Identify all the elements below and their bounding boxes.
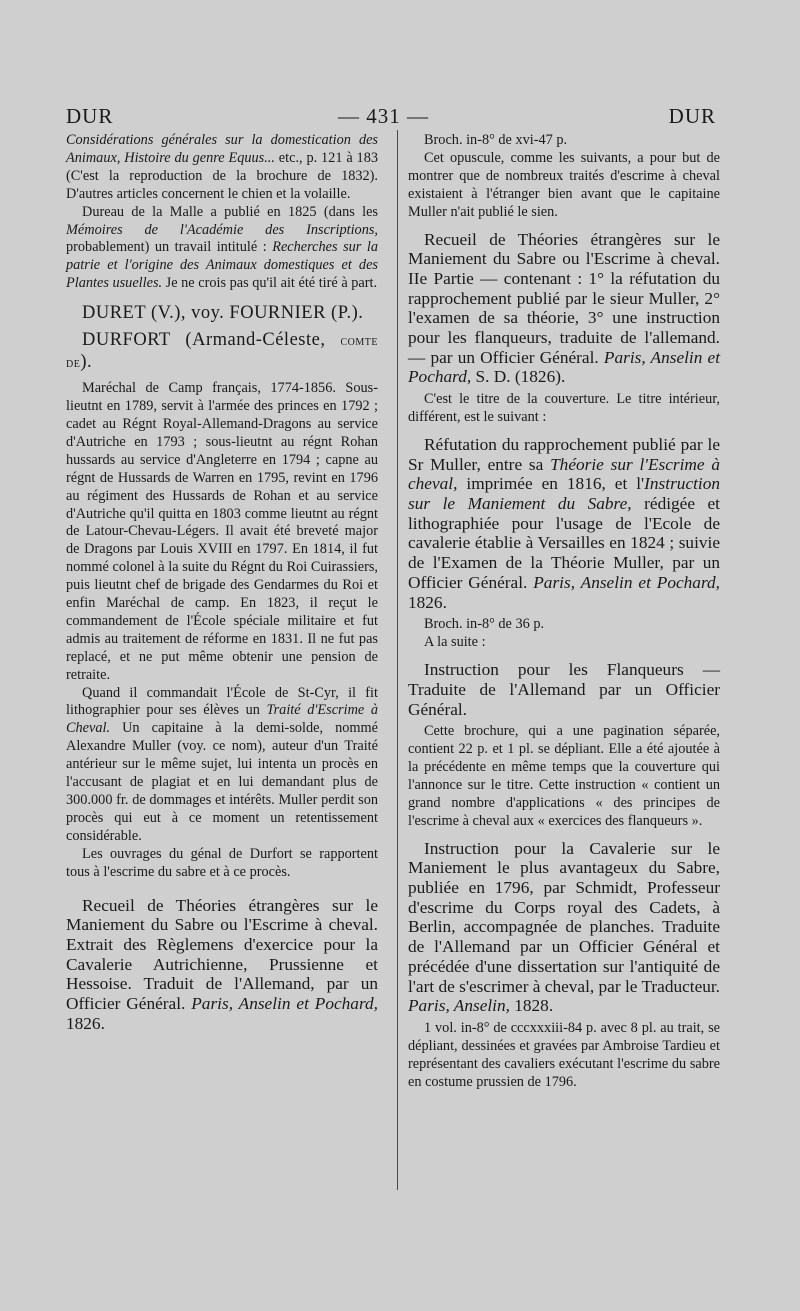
text: 1826. <box>66 1013 105 1033</box>
header-right: DUR <box>668 104 716 128</box>
book-title <box>66 896 378 1034</box>
paragraph <box>66 685 378 846</box>
paragraph <box>66 204 378 294</box>
italic-title: Traité d'Escrime à Cheval. <box>66 702 378 737</box>
paragraph: Cette brochure, qui a une pagination séparée, contient 22 p. et 1 pl. se dépliant. Elle a été ajoutée à la précédente en même temps que la couverture qui l'annonce sur le titre. Cette instruction « contient un grand nombre d'applications « des principes de l'escrime à cheval aux « exercices des flanqueurs ». <box>408 723 720 829</box>
italic-title: Recherches sur la patrie et l'origine des Animaux domestiques et des Plantes usuelles. <box>66 239 378 292</box>
paragraph: Cet opuscule, comme les suivants, a pour but de montrer que de nombreux traités d'escrime à cheval existaient à l'étranger bien avant que le capitaine Muller n'ait publié le sien. <box>408 149 720 220</box>
text: , probablement) un travail intitulé : <box>66 221 378 256</box>
text: imprimée en 1816, et l' <box>457 474 645 494</box>
paragraph: Maréchal de Camp français, 1774-1856. Sous-lieutnt en 1789, servit à l'armée des princes en 1792 ; cadet au Régnt Royal-Allemand-Dragons au service d'Autriche en 1793 ; sous-lieutnt au régnt Rohan hussards au service d'Angleterre en 1794 ; capne au régnt de Hussards de Warren en 1795, revint en 1796 au régiment des Hussards de Rohan et au service d'Autriche qu'il quitta en 1803 comme lieutnt au régnt de Latour-Chevau-Légers. Il avait été breveté major de Dragons par Louis XVIII en 1797. En 1814, il fut nommé colonel à la suite du Régnt du Roi Cuirassiers, puis lieutnt chef de brigade des Gendarmes du Roi et enfin Maréchal de camp. En 1823, il reçut le commandement de l'École spéciale militaire et fut admis au traitement de réforme en 1831. Il ne fut pas replacé, et ne put même obtenir une pension de retraite. <box>66 380 378 683</box>
italic-title: Mémoires de l'Académie des Inscriptions <box>66 221 375 238</box>
text: 1826. <box>408 592 447 612</box>
text: S. D. (1826). <box>471 367 566 387</box>
header-left: DUR <box>66 104 114 128</box>
paragraph: Broch. in-8° de xvi-47 p. <box>424 132 568 148</box>
paragraph: Les ouvrages du génal de Durfort se rapportent tous à l'escrime du sabre et à ce procès. <box>66 845 378 880</box>
text: Un capitaine à la demi-solde, nommé Alexandre Muller (voy. ce nom), auteur d'un Traité antérieur sur le même sujet, lui intenta un procès en l'accusant de plagiat et en lui demandant plus de 300.000 fr. de dommages et intérêts. Muller perdit son procès qui eut à ce moment un retentissement considérable. <box>66 720 378 844</box>
running-header <box>66 104 716 134</box>
column-divider <box>397 130 398 1190</box>
italic-title: Considérations générales sur la domestication des Animaux, Histoire du genre Equus... <box>66 132 378 166</box>
book-title <box>408 230 720 388</box>
paragraph: Broch. in-8° de 36 p. <box>424 616 545 633</box>
page-number: — 431 — <box>338 104 429 128</box>
text: Dureau de la Malle a publié en 1825 (dans les <box>82 203 378 220</box>
heading-name: DURFORT (Armand-Céleste, <box>82 330 341 351</box>
book-title <box>408 435 720 612</box>
text: Instruction pour la Cavalerie sur le Maniement le plus avantageux du Sabre, publiée en 1796, par Schmidt, Professeur d'escrime du Corps royal des Cadets, à Berlin, accompagnée de planches. Traduite de l'Allemand par un Officier Général et précédée d'une dissertation sur l'antiquité de l'art de s'escrimer à cheval, par le Traducteur. <box>408 838 720 996</box>
paragraph <box>66 132 378 204</box>
paragraph: A la suite : <box>424 634 486 651</box>
italic-publisher: Paris, Anselin et Pochard, <box>191 994 378 1014</box>
paragraph: 1 vol. in-8° de cccxxxiii-84 p. avec 8 pl. au trait, se dépliant, dessinées et gravées par Ambroise Tardieu et représentant des cavaliers exécutant l'escrime du sabre en costume prussien de 1796. <box>408 1019 720 1090</box>
text: Recueil de Théories étrangères sur le Maniement du Sabre ou l'Escrime à cheval. IIe Partie — contenant : 1° la réfutation du rapprochement publié par le sieur Muller, 2° l'examen de sa théorie, 3° une instruction pour les flanqueurs, traduite de l'allemand. — par un Officier Général. <box>408 229 720 367</box>
text: Recueil de Théories étrangères sur le Maniement du Sabre ou l'Escrime à cheval. Extrait des Règlemens d'exercice pour la Cavalerie Autrichienne, Prussienne et Hessoise. Traduit de l'Allemand, par un Officier Général. <box>66 895 378 1014</box>
text: 1828. <box>509 996 554 1016</box>
italic-publisher: Paris, Anselin et Pochard, <box>408 347 720 387</box>
entry-heading: DURET (V.), voy. FOURNIER (P.). <box>82 303 364 324</box>
text: Je ne crois pas qu'il ait été tiré à part. <box>162 275 378 292</box>
entry-heading <box>66 330 378 374</box>
italic-publisher: Paris, Anselin, <box>408 996 510 1016</box>
heading-end: ). <box>80 352 93 373</box>
text: rédigée et lithographiée pour l'usage de l'Ecole de cavalerie établie à Versailles en 1824 ; suivie de l'Examen de la Théorie Muller, par un Officier Général. <box>408 494 720 592</box>
italic-title: Théorie sur l'Escrime à cheval, <box>408 454 720 494</box>
paragraph: C'est le titre de la couverture. Le titre intérieur, différent, est le suivant : <box>408 391 720 426</box>
book-title <box>408 839 720 1016</box>
text: etc., p. 121 à 183 (C'est la reproduction de la brochure de 1832). D'autres articles concernent le chien et la volaille. <box>66 149 378 202</box>
heading-title: comte de <box>66 334 378 372</box>
italic-publisher: Paris, Anselin et Pochard, <box>533 572 720 592</box>
left-column <box>66 132 378 1037</box>
text: Réfutation du rapprochement publié par le Sr Muller, entre sa <box>408 434 720 474</box>
book-title: Instruction pour les Flanqueurs — Traduite de l'Allemand par un Officier Général. <box>408 660 720 719</box>
right-column <box>408 132 720 1092</box>
italic-title: Instruction sur le Maniement du Sabre, <box>408 474 720 514</box>
text: Quand il commandait l'École de St-Cyr, il fit lithographier pour ses élèves un <box>66 684 378 719</box>
